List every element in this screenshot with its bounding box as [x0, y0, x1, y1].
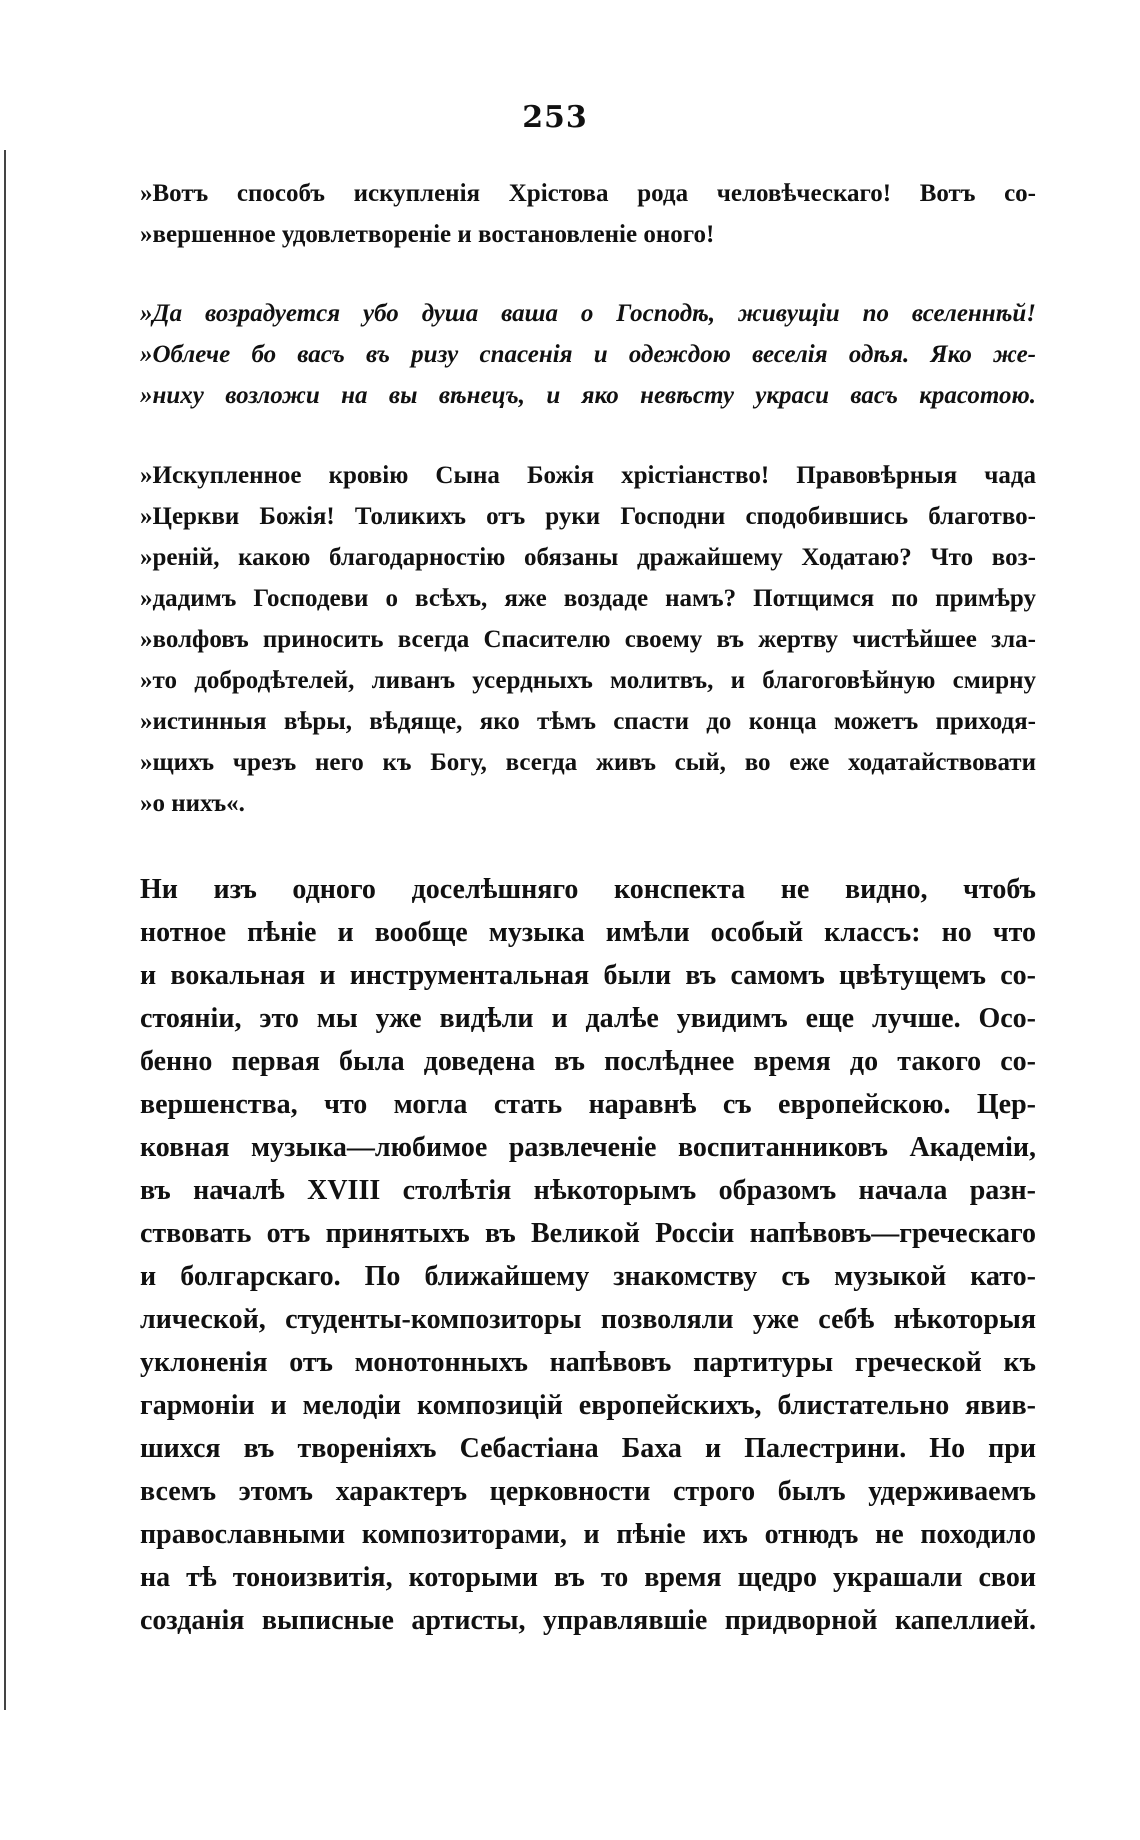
main-line: въ началѣ XVIII столѣтія нѣкоторымъ образомъ начала разн- — [140, 1175, 1036, 1206]
main-line: православными композиторами, и пѣніе ихъ отнюдъ не походило — [140, 1519, 1036, 1550]
page-number: 253 — [522, 100, 588, 135]
quote-3-line: »волфовъ приносить всегда Спасителю своему въ жертву чистѣйшее зла- — [140, 626, 1036, 653]
quote-1-line: »вершенное удовлетвореніе и востановленіе оного! — [140, 221, 715, 248]
quote-3-line: »щихъ чрезъ него къ Богу, всегда живъ сый, во еже ходатайствовати — [140, 749, 1036, 776]
quote-3-line: »то добродѣтелей, ливанъ усердныхъ молитвъ, и благоговѣйную смирну — [140, 667, 1036, 694]
quote-3-line: »о нихъ«. — [140, 790, 245, 817]
main-paragraph — [140, 868, 1036, 1642]
main-line: на тѣ тоноизвитія, которыми въ то время щедро украшали свои — [140, 1562, 1036, 1593]
main-line: вершенства, что могла стать наравнѣ съ европейскою. Цер- — [140, 1089, 1036, 1120]
page-edge-line — [4, 150, 6, 1710]
main-line: лической, студенты-композиторы позволяли уже себѣ нѣкоторыя — [140, 1304, 1036, 1335]
quote-paragraph-2 — [140, 293, 1036, 416]
main-line: ствовать отъ принятыхъ въ Великой Россіи напѣвовъ—греческаго — [140, 1218, 1036, 1249]
quote-1-line: »Вотъ способъ искупленія Хрістова рода человѣческаго! Вотъ со- — [140, 180, 1036, 207]
main-line: всемъ этомъ характеръ церковности строго былъ удерживаемъ — [140, 1476, 1036, 1507]
main-line: уклоненія отъ монотонныхъ напѣвовъ партитуры греческой къ — [140, 1347, 1036, 1378]
main-line: гармоніи и мелодіи композицій европейскихъ, блистательно явив- — [140, 1390, 1036, 1421]
quote-3-line: »Церкви Божія! Толикихъ отъ руки Господни сподобившись благотво- — [140, 503, 1036, 530]
main-line: бенно первая была доведена въ послѣднее время до такого со- — [140, 1046, 1036, 1077]
main-line: и вокальная и инструментальная были въ самомъ цвѣтущемъ со- — [140, 960, 1036, 991]
main-line: созданія выписные артисты, управлявшіе придворной капеллией. — [140, 1605, 1036, 1636]
quote-2-line: »ниху возложи на вы вѣнецъ, и яко невѣсту украси васъ красотою. — [140, 382, 1036, 409]
main-line: шихся въ твореніяхъ Себастіана Баха и Палестрини. Но при — [140, 1433, 1036, 1464]
quote-3-line: »реній, какою благодарностію обязаны дражайшему Ходатаю? Что воз- — [140, 544, 1036, 571]
quote-3-line: »Искупленное кровію Сына Божія хрістіанство! Правовѣрныя чада — [140, 462, 1036, 489]
main-line: ковная музыка—любимое развлеченіе воспитанниковъ Академіи, — [140, 1132, 1036, 1163]
quote-2-line: »Да возрадуется убо душа ваша о Господѣ, живущіи по вселеннѣй! — [140, 300, 1036, 327]
main-line: нотное пѣніе и вообще музыка имѣли особый классъ: но что — [140, 917, 1036, 948]
quote-3-line: »истинныя вѣры, вѣдяще, яко тѣмъ спасти до конца можетъ приходя- — [140, 708, 1036, 735]
main-line: Ни изъ одного доселѣшняго конспекта не видно, чтобъ — [140, 874, 1036, 905]
main-line: стояніи, это мы уже видѣли и далѣе увидимъ еще лучше. Осо- — [140, 1003, 1036, 1034]
quote-2-line: »Облече бо васъ въ ризу спасенія и одеждою веселія одѣя. Яко же- — [140, 341, 1036, 368]
quote-3-line: »дадимъ Господеви о всѣхъ, яже воздаде намъ? Потщимся по примѣру — [140, 585, 1036, 612]
main-line: и болгарскаго. По ближайшему знакомству съ музыкой като- — [140, 1261, 1036, 1292]
quote-paragraph-1 — [140, 173, 1036, 255]
quote-paragraph-3 — [140, 455, 1036, 824]
